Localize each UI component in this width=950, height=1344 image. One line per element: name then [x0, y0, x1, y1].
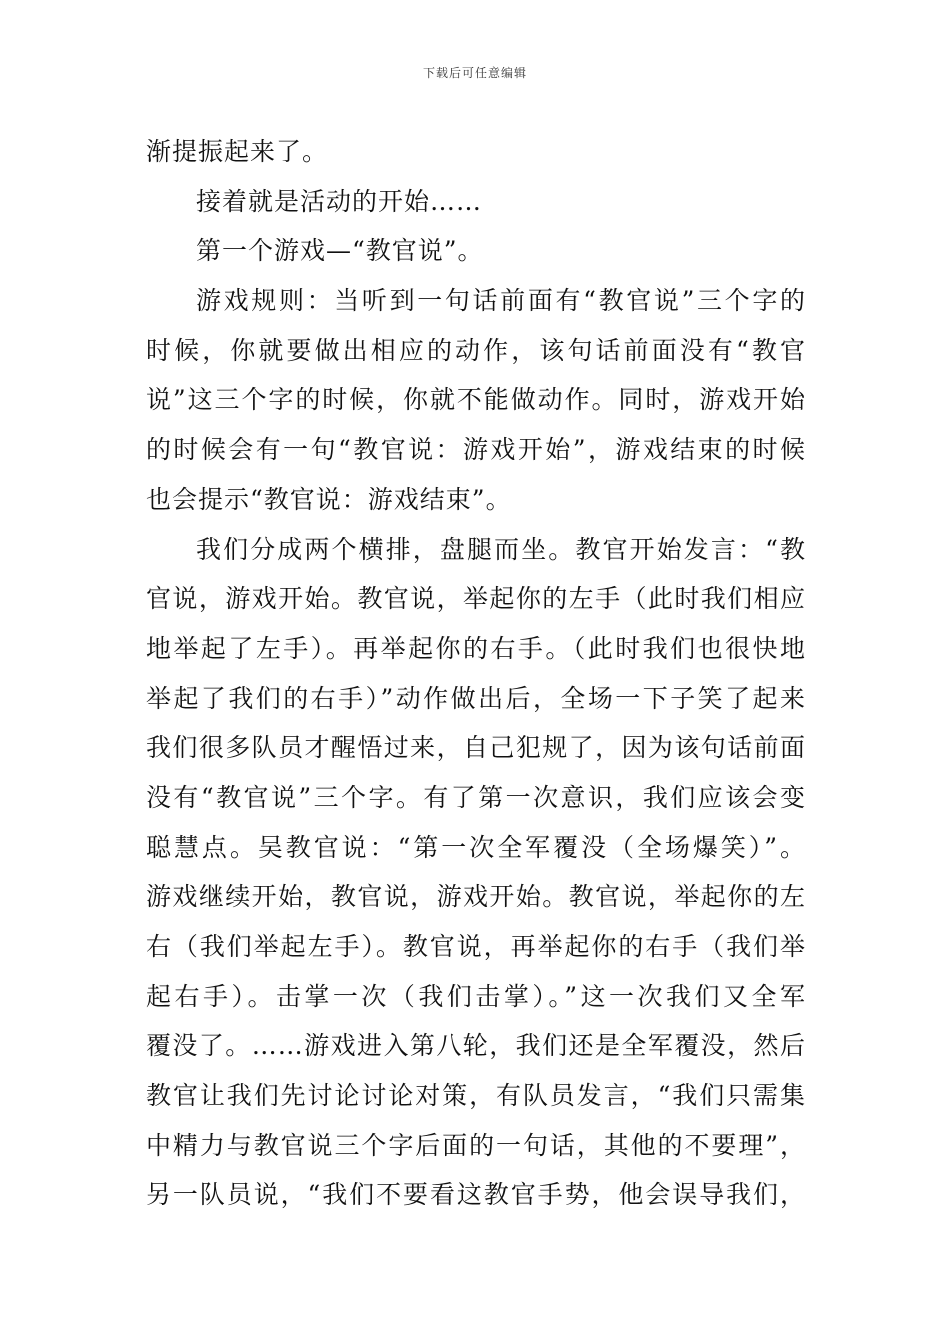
- text-line: 右（我们举起左手）。教官说，再举起你的右手（我们举: [146, 932, 806, 961]
- text-line: 我们很多队员才醒悟过来，自己犯规了，因为该句话前面: [146, 733, 806, 763]
- text-line: 教官让我们先讨论讨论对策，有队员发言，“我们只需集: [146, 1081, 806, 1111]
- text-line: 游戏规则：当听到一句话前面有“教官说”三个字的: [196, 286, 806, 316]
- text-line: 官说，游戏开始。教官说，举起你的左手（此时我们相应: [146, 584, 806, 614]
- text-line: 另一队员说，“我们不要看这教官手势，他会误导我们，: [146, 1180, 806, 1210]
- text-line: 说”这三个字的时候，你就不能做动作。同时，游戏开始: [146, 385, 806, 415]
- text-line: 举起了我们的右手）”动作做出后，全场一下子笑了起来: [146, 683, 806, 713]
- body-text: [146, 127, 806, 1220]
- text-line: 第一个游戏—“教官说”。: [196, 236, 484, 266]
- page-header: 下载后可任意编辑: [422, 66, 527, 80]
- text-line: 地举起了左手）。再举起你的右手。（此时我们也很快地: [146, 633, 806, 663]
- text-line: 时候，你就要做出相应的动作，该句话前面没有“教官: [146, 335, 806, 365]
- text-line: 聪慧点。吴教官说：“第一次全军覆没（全场爆笑）”。: [146, 832, 806, 862]
- text-line: 接着就是活动的开始……: [196, 186, 483, 216]
- text-line: 起右手）。击掌一次（我们击掌）。”这一次我们又全军: [146, 981, 806, 1011]
- text-line: 游戏继续开始，教官说，游戏开始。教官说，举起你的左: [146, 882, 806, 912]
- text-line: 也会提示“教官说：游戏结束”。: [146, 484, 512, 514]
- text-line: 渐提振起来了。: [146, 137, 329, 166]
- text-line: 的时候会有一句“教官说：游戏开始”，游戏结束的时候: [146, 435, 806, 465]
- text-line: 我们分成两个横排，盘腿而坐。教官开始发言：“教: [196, 534, 806, 564]
- text-line: 没有“教官说”三个字。有了第一次意识，我们应该会变: [146, 782, 806, 812]
- text-line: 覆没了。……游戏进入第八轮，我们还是全军覆没，然后: [146, 1031, 806, 1061]
- text-line: 中精力与教官说三个字后面的一句话，其他的不要理”，: [146, 1130, 806, 1160]
